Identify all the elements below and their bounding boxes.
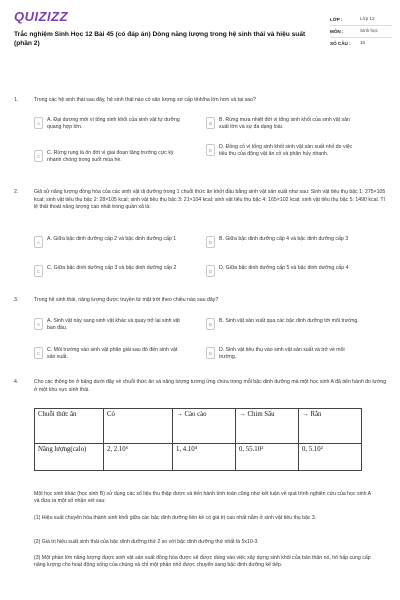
- table-cell: 0, 5.10²: [299, 444, 362, 471]
- question-2: [14, 189, 390, 212]
- page-title: Trắc nghiệm Sinh Học 12 Bài 45 (có đáp án) Dòng năng lượng trong hệ sinh thái và hiệu suất (phần 2): [14, 31, 306, 47]
- option-letter: D: [206, 347, 215, 359]
- option-d[interactable]: [206, 144, 378, 158]
- option-letter: A: [34, 117, 43, 129]
- option-letter: C: [34, 265, 43, 277]
- meta-value-mon: Sinh học: [360, 28, 378, 33]
- question-number: 2.: [14, 189, 19, 195]
- option-letter: B: [206, 117, 215, 129]
- option-b[interactable]: [206, 318, 378, 330]
- option-letter: B: [206, 236, 215, 248]
- table-cell: → Rắn: [299, 409, 362, 444]
- meta-value-socau: 15: [360, 40, 366, 45]
- option-b[interactable]: [206, 236, 378, 248]
- paragraph: (3) Một phần lớn năng lượng được sinh vật sản xuất đồng hóa được sẽ được dùng vào việc xây dựng sinh khối của bản thân nó, hô hấp cung cấp năng lượng cho hoạt động sống của chúng và chỉ một phần nhỏ được chuyển sang bậc dinh dưỡng kế tiếp.: [34, 555, 371, 569]
- meta-label-mon: MÔN :: [330, 29, 344, 34]
- meta-label-socau: SỐ CÂU :: [330, 41, 351, 46]
- paragraph: (1) Hiệu suất chuyển hóa thành sinh khối giữa các bậc dinh dưỡng liền kề có giá trị cao nhất nằm ở sinh vật tiêu thụ bậc 3.: [34, 515, 317, 521]
- option-text: C. Môi trường vào sinh vật phân giải sau đó đến sinh vật sản xuất.: [47, 347, 178, 360]
- question-text: Trong các hệ sinh thái sau đây, hệ sinh thái nào có sản lượng sơ cấp tinh/ha lớn hơn và tại sao?: [34, 97, 256, 103]
- meta-row-mon: [330, 26, 392, 38]
- table-cell: 1, 4.10⁴: [173, 444, 236, 471]
- meta-value-lop: Lớp 12: [360, 16, 375, 21]
- meta-panel: [330, 14, 392, 49]
- table-row: [35, 444, 362, 471]
- question-number: 1.: [14, 97, 19, 103]
- table-cell: → Cào cào: [173, 409, 236, 444]
- meta-row-socau: [330, 38, 392, 49]
- paragraph: Một học sinh khác (học sinh B) sử dụng các số liệu thu thập được và tiến hành tính toán cũng như kết luận về quá trình nghiên cứu của học sinh A và đưa ra một số nhận xét sau:: [34, 491, 371, 505]
- option-c[interactable]: [34, 265, 206, 277]
- option-text: A. Sinh vật này sang sinh vật khác và quay trở lại sinh vật ban đầu.: [47, 318, 180, 331]
- question-text: Trong hệ sinh thái, năng lượng được truyền từ mặt trời theo chiều nào sau đây?: [34, 297, 219, 303]
- option-text: B. Sinh vật sản xuất qua các bậc dinh dưỡng tới môi trường.: [219, 318, 359, 324]
- option-text: B. Giữa bậc dinh dưỡng cấp 4 và bậc dinh dưỡng cấp 3: [219, 236, 349, 242]
- option-text: A. Giữa bậc dinh dưỡng cấp 2 và bậc dinh dưỡng cấp 1: [47, 236, 177, 242]
- table-cell: → Chim Sâu: [236, 409, 299, 444]
- option-d[interactable]: [206, 347, 378, 361]
- option-letter: B: [206, 318, 215, 330]
- meta-label-lop: LỚP :: [330, 17, 343, 22]
- table-cell: Năng lượng(calo): [35, 444, 104, 471]
- paragraph: (2) Giá trị hiệu suất sinh thái của bậc dinh dưỡng thứ 2 so với bậc dinh dưỡng thứ nhất là 5x10-3: [34, 539, 258, 545]
- option-text: C. Giữa bậc dinh dưỡng cấp 3 và bậc dinh dưỡng cấp 2: [47, 265, 177, 271]
- option-a[interactable]: [34, 236, 206, 248]
- table-cell: 0, 55.10²: [236, 444, 299, 471]
- option-letter: A: [34, 236, 43, 248]
- option-letter: A: [34, 318, 43, 330]
- food-chain-table: [34, 408, 362, 471]
- question-1: [14, 97, 390, 105]
- option-b[interactable]: [206, 117, 378, 131]
- quizizz-logo: QUIZIZZ: [14, 9, 69, 24]
- option-d[interactable]: [206, 265, 378, 277]
- meta-row-lop: [330, 14, 392, 26]
- question-number: 3.: [14, 297, 19, 303]
- question-3: [14, 297, 390, 305]
- option-a[interactable]: [34, 117, 206, 131]
- option-letter: C: [34, 347, 43, 359]
- option-text: D. Đồng cỏ vì tổng sinh khối sinh vật sản xuất nhỏ do việc tiêu thụ của động vật ăn cỏ và phân hủy nhanh.: [219, 144, 353, 157]
- question-text: Cho các thông tin ở bảng dưới đây về chuỗi thức ăn và năng lượng tương ứng chứa trong mỗi bậc dinh dưỡng mà một học sinh A đã tiến hành đo lường ở một khu vực sinh thái.: [34, 379, 387, 393]
- table-cell: 2, 2.10⁶: [104, 444, 173, 471]
- option-text: D. Giữa bậc dinh dưỡng cấp 5 và bậc dinh dưỡng cấp 4: [219, 265, 349, 271]
- option-text: B. Rừng mưa nhiệt đới vì tổng sinh khối của sinh vật sản xuất lớn và sự đa dạng loài.: [219, 117, 350, 130]
- option-c[interactable]: [34, 150, 206, 164]
- option-c[interactable]: [34, 347, 206, 361]
- option-a[interactable]: [34, 318, 206, 332]
- question-number: 4.: [14, 379, 19, 385]
- option-letter: D: [206, 144, 215, 156]
- option-letter: D: [206, 265, 215, 277]
- question-4: [14, 379, 390, 394]
- option-text: D. Sinh vật tiêu thụ vào sinh vật sản xuất và trở về môi trường.: [219, 347, 345, 360]
- option-text: A. Đại dương mới vì tổng sinh khối của sinh vật tự dưỡng quang hợp lớn.: [47, 117, 180, 130]
- table-header-row: [35, 409, 362, 444]
- option-text: C. Rừng rụng lá ôn đới vì giai đoạn tăng trưởng cực kỳ nhanh chóng trong suốt mùa hè.: [47, 150, 174, 163]
- table-cell: Chuỗi thức ăn: [35, 409, 104, 444]
- question-text: Giả sử năng lượng đồng hóa của các sinh vật dị dưỡng trong 1 chuỗi thức ăn khởi đầu bằng sinh vật sản xuất như sau: Sinh vật tiêu thụ bậc 1: 275×105 kcal; sinh vật tiêu thụ bậc 2: 28×105 kcal; sinh vật tiêu thụ bậc 3: 21×104 kcal; sinh vật tiêu thụ bậc 4: 165×102 kcal; sinh vật tiêu thụ bậc 5: 1490 kcal. Tỉ lệ thất thoát năng lượng cao nhất trong quần xã là:: [34, 189, 386, 211]
- table-cell: Cỏ: [104, 409, 173, 444]
- option-letter: C: [34, 150, 43, 162]
